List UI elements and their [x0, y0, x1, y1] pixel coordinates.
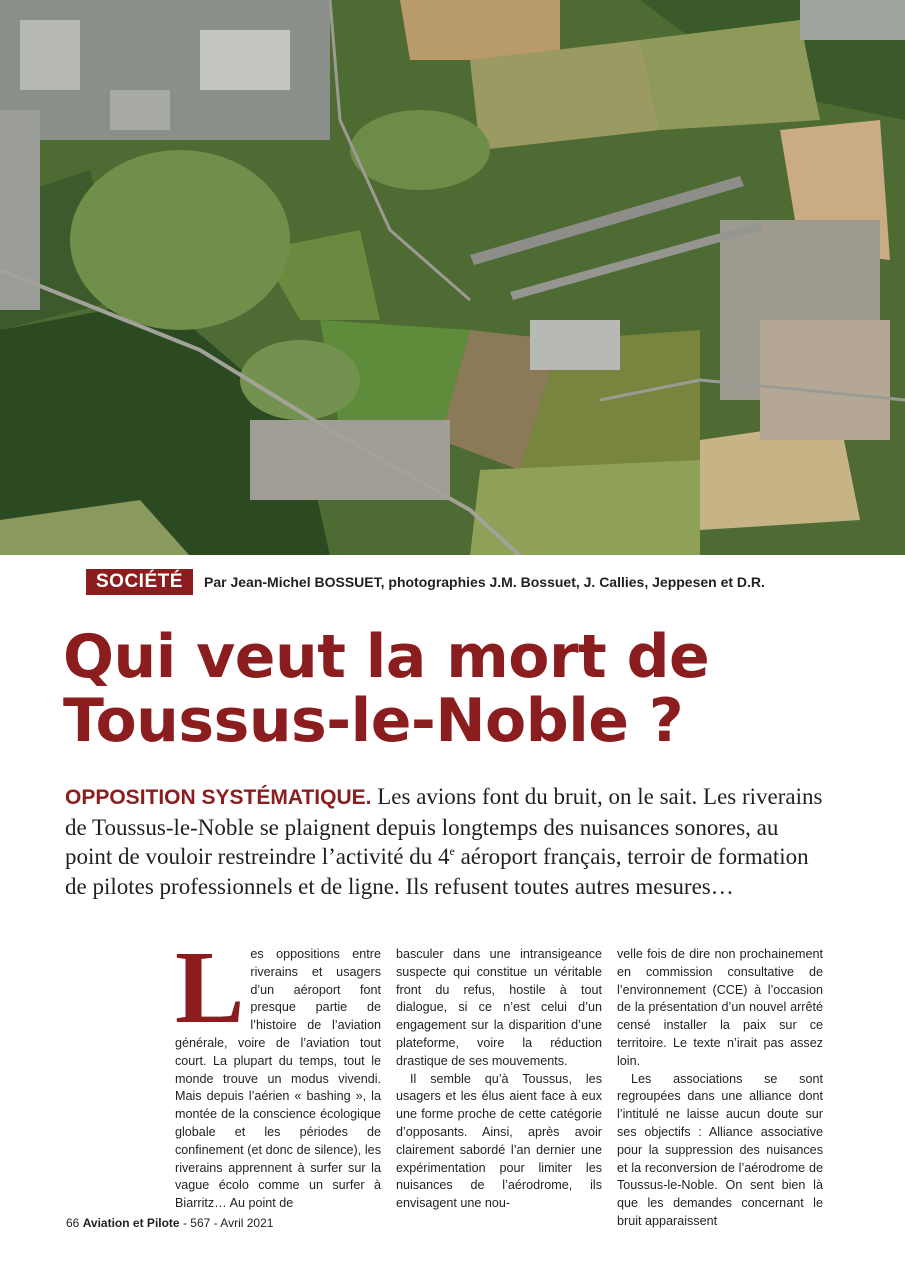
body-paragraph: es oppositions entre riverains et usagers d’un aéroport font presque partie de l’histoire de l’aviation générale, voire de l’aviation tout court. La plupart du temps, tout le monde trouve un modus vivendi. Mais depuis l’aérien « bashing », la montée de la conscience écologique globale et les périodes de confinement (et donc de silence), les riverains apprennent à surfer sur la vague écolo comme un surfer à Biarritz… Au point de — [175, 947, 381, 1211]
aerial-photo — [0, 0, 905, 556]
body-column-1 — [175, 930, 381, 1213]
page-footer — [66, 1216, 273, 1230]
body-paragraph: Les associations se sont regroupées dans une alliance dont l’intitulé ne laisse aucun doute sur ses objectifs : Alliance associative pour la suppression des nuisances et la reconversion de l’aérodrome de Toussus-le-Noble. On sent bien là que les demandes concernant le bruit apparaissent — [617, 1071, 823, 1228]
headline-line-2: Toussus-le-Noble ? — [63, 686, 684, 756]
body-paragraph: velle fois de dire non prochainement en commission consultative de l’environnement (CCE) à l’occasion de la présentation d’un nouvel arrêté censé installer la paix sur ce territoire. Le texte n’irait pas assez loin. — [617, 947, 823, 1068]
headline-line-1: Qui veut la mort de — [63, 622, 710, 692]
standfirst-lead: OPPOSITION SYSTÉMATIQUE. — [65, 786, 372, 809]
drop-cap: L — [175, 930, 245, 1045]
body-column-3 — [617, 946, 823, 1231]
aerial-photo-image — [0, 0, 905, 556]
magazine-name: Aviation et Pilote — [82, 1216, 180, 1230]
body-paragraph: basculer dans une intransigeance suspecte qui constitue un véritable front du refus, hostile à tout dialogue, si ce n’est celui d’un engagement sur la disparition d’une plateforme, voire la réduction drastique de ses mouvements. — [396, 947, 602, 1068]
page-number: 66 — [66, 1216, 80, 1230]
standfirst-text-a: Les avions font du bruit, on le sait. Les riverains de Toussus-le-Noble se plaignent depuis longtemps des nuisances sonores, au point de vouloir restreindre l’activité du 4 — [65, 784, 823, 869]
body-column-2 — [396, 946, 602, 1213]
standfirst-superscript: e — [449, 844, 455, 858]
standfirst — [65, 782, 825, 901]
headline — [63, 622, 863, 756]
standfirst-text-b: aéroport français, terroir de formation de pilotes professionnels et de ligne. Ils refusent toutes autres mesures… — [65, 844, 809, 899]
byline: Par Jean-Michel BOSSUET, photographies J.M. Bossuet, J. Callies, Jeppesen et D.R. — [204, 574, 765, 590]
issue-info: - 567 - Avril 2021 — [182, 1216, 274, 1230]
section-rubric: SOCIÉTÉ — [86, 569, 193, 595]
body-paragraph: Il semble qu’à Toussus, les usagers et les élus aient face à eux une forme proche de cette catégorie d’opposants. Ainsi, après avoir clairement sabordé l’an dernier une expérimentation pour limiter les nuisances de l’aérodrome, ils envisagent une nou- — [396, 1071, 602, 1211]
